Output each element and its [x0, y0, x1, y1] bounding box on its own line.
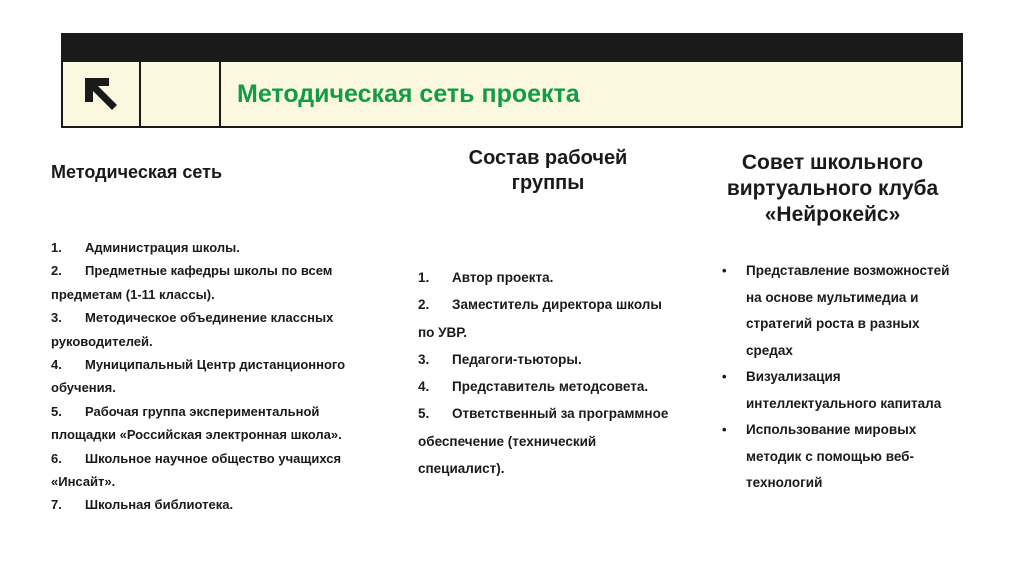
header-row — [63, 62, 961, 126]
list-item: 1. Администрация школы. — [51, 240, 240, 255]
network-heading: Методическая сеть — [51, 162, 223, 182]
list-item: 5. Рабочая группа экспериментальной площадки «Российская электронная школа». — [51, 403, 342, 443]
list-item: 4. Муниципальный Центр дистанционного обучения. — [51, 357, 346, 396]
bullet: • — [722, 422, 727, 437]
header-icon-cell — [63, 62, 141, 126]
working-group-heading: Состав рабочей группы — [468, 147, 628, 194]
list-item: 1. Автор проекта. — [418, 270, 554, 285]
working-group-column — [418, 146, 678, 482]
list-item: 6. Школьное научное общество учащихся «Инсайт». — [51, 450, 342, 490]
working-group-list — [418, 264, 678, 482]
header-banner — [61, 33, 963, 128]
list-item: • Использование мировых методик с помощью веб-технологий — [700, 417, 965, 497]
header-top-bar — [63, 35, 961, 62]
bullet: • — [722, 369, 727, 384]
bullet: • — [722, 263, 727, 278]
list-item: 3. Педагоги-тьюторы. — [418, 351, 582, 367]
list-item: 5. Ответственный за программное обеспечение (технический специалист). — [418, 406, 669, 477]
list-item: 4. Представитель методсовета. — [418, 379, 649, 395]
list-item: 2. Заместитель директора школы по УВР. — [418, 297, 662, 340]
council-heading: Совет школьного виртуального клуба «Нейрокейс» — [726, 151, 939, 226]
arrow-up-left-icon — [83, 76, 119, 112]
list-item: 2. Предметные кафедры школы по всем предметам (1-11 классы). — [51, 263, 333, 302]
header-empty-cell — [141, 62, 221, 126]
council-list — [700, 258, 965, 497]
page-title: Методическая сеть проекта — [237, 79, 580, 108]
list-item: 7. Школьная библиотека. — [51, 497, 234, 513]
network-column — [51, 160, 371, 517]
list-item: • Представление возможностей на основе мультимедиа и стратегий роста в разных средах — [700, 258, 965, 364]
list-item: 3. Методическое объединение классных руководителей. — [51, 310, 334, 349]
network-list — [51, 236, 371, 517]
council-column — [700, 150, 965, 497]
list-item: • Визуализация интеллектуального капитала — [700, 364, 965, 417]
